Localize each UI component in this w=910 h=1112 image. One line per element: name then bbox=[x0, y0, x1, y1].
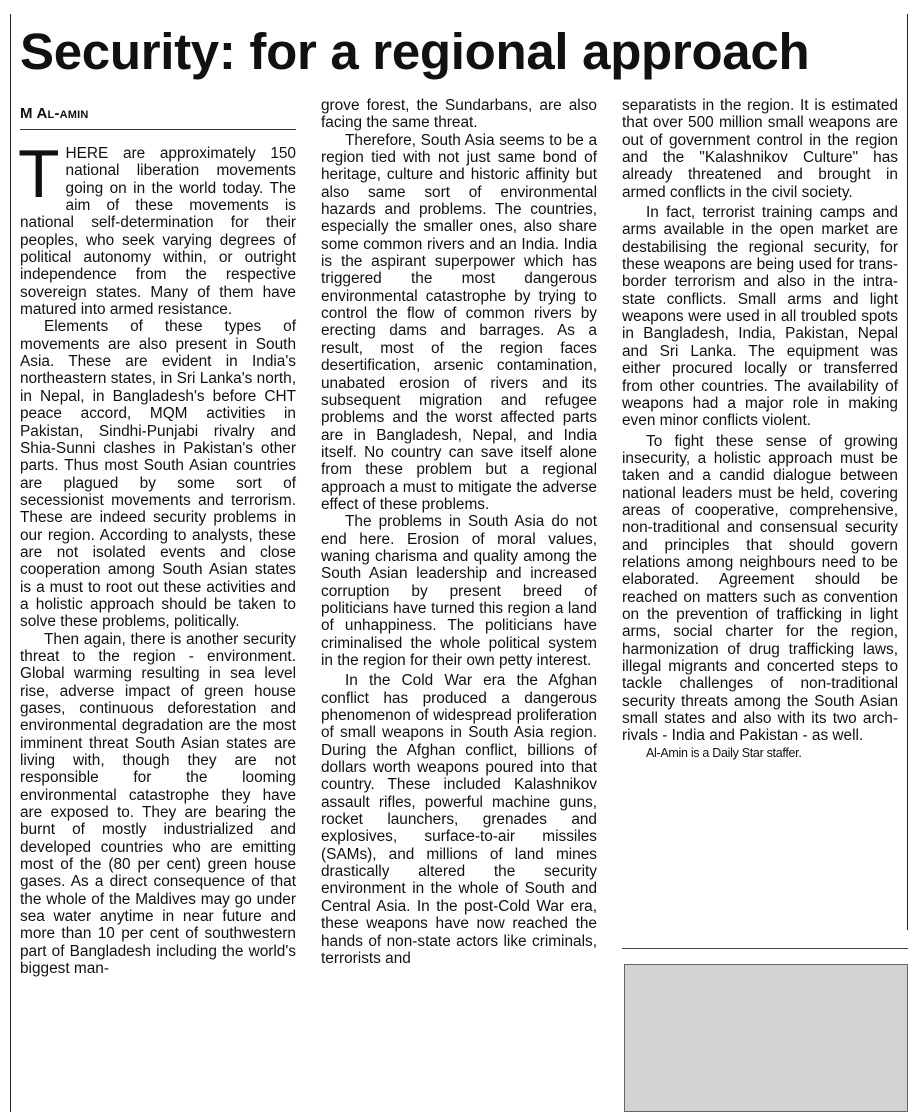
byline: M Al-amin bbox=[20, 105, 89, 122]
paragraph: Therefore, South Asia seems to be a region tied with not just same bond of heritage, culture and historic affinity but also same sort of environmental hazards and problems. The countries, especially the smaller ones, also share some common rivers and an India. India is the aspirant superpower which has triggered the most dangerous environmental catastrophe by trying to control the flow of common rivers by erecting dams and barrages. As a result, most of the region faces desertification, arsenic contamination, unabated erosion of rivers and its subsequent migration and refugee problems and the worst affected parts are in Bangladesh, Nepal, and India itself. No country can save itself alone from these problem but a regional approach a must to mitigate the adverse effect of these problems. bbox=[321, 131, 597, 513]
headline: Security: for a regional approach bbox=[20, 23, 810, 80]
paragraph: Elements of these types of movements are also present in South Asia. These are evident in India's northeastern states, in Sri Lanka's north, in Nepal, in Bangladesh's before CHT peace accord, MQM activities in Pakistan, Sindhi-Punjabi rivalry and Shia-Sunni clashes in Pakistan's other parts. Thus most South Asian countries are plagued by some sort of secessionist movements and terrorism. These are indeed security problems in our region. According to analysts, these are not isolated events and close cooperation among South Asian states is a must to root out these activities and a holistic approach should be taken to solve these problems, politically. bbox=[20, 318, 296, 631]
column-divider-rule bbox=[622, 948, 908, 949]
drop-cap: T bbox=[18, 136, 60, 212]
byline-rule bbox=[20, 129, 296, 130]
author-credit: Al-Amin is a Daily Star staffer. bbox=[646, 745, 802, 760]
paragraph: To fight these sense of growing insecurity, a holistic approach must be taken and a candid dialogue between national leaders must be held, covering areas of cooperative, comprehensive, non-traditional and consensual security and principles that should govern relations among neighbours need to be elaborated. Agreement should be reached on matters such as convention on the prevention of trafficking in light arms, social charter for the region, harmonization of drug trafficking laws, illegal migrants and concerted steps to tackle challenges of non-traditional security threats among the South Asian small states and also with its two arch-rivals - India and Pakistan - as well. bbox=[622, 432, 898, 745]
paragraph-text: HERE are approximately 150 national liberation movements going on in the world today. The aim of these movements is national self-determination for their peoples, who seek varying degrees of political autonomy within, or outright independence from the respective sovereign states. Many of them have matured into armed resistance. bbox=[20, 145, 296, 319]
page-border-right bbox=[907, 14, 908, 930]
column-3 bbox=[622, 97, 898, 761]
page-border-left bbox=[10, 14, 11, 1112]
adjacent-content-box bbox=[624, 964, 908, 1112]
column-2 bbox=[321, 97, 597, 967]
paragraph: separatists in the region. It is estimated that over 500 million small weapons are out of government control in the region and the "Kalashnikov Culture" has already threatened and brought in armed conflicts in the civil society. bbox=[622, 97, 898, 201]
paragraph bbox=[18, 136, 296, 319]
paragraph: In fact, terrorist training camps and arms available in the open market are destabilising the regional security, for these weapons are being used for trans-border terrorism and also in the intra-state conflicts. Small arms and light weapons were used in all troubled spots in Bangladesh, India, Pakistan, Nepal and Sri Lanka. The equipment was either procured locally or transferred from other countries. The availability of weapons had a major role in making even minor conflicts violent. bbox=[622, 204, 898, 430]
paragraph: Then again, there is another security threat to the region - environment. Global warming resulting in sea level rise, adverse impact of green house gases, continuous deforestation and environmental degradation are the most imminent threat South Asian states are living with, though they are not responsible for the looming environmental catastrophe they have are exposed to. They are bearing the burnt of mostly industrialized and developed countries who are emitting most of the (80 per cent) green house gases. As a direct consequence of that the whole of the Maldives may go under sea water anytime in near future and more than 10 per cent of southwestern part of Bangladesh including the world's biggest man- bbox=[20, 630, 296, 978]
paragraph: grove forest, the Sundarbans, are also facing the same threat. bbox=[321, 97, 597, 132]
column-1 bbox=[18, 136, 296, 978]
paragraph: The problems in South Asia do not end here. Erosion of moral values, waning charisma and quality among the South Asian leadership and increased corruption by present breed of politicians have turned this region a land of unhappiness. The politicians have criminalised the whole political system in the region for their own petty interest. bbox=[321, 513, 597, 669]
paragraph: In the Cold War era the Afghan conflict has produced a dangerous phenomenon of widespread proliferation of small weapons in South Asia region. During the Afghan conflict, billions of dollars worth weapons poured into that country. These included Kalashnikov assault rifles, powerful machine guns, rocket launchers, grenades and explosives, surface-to-air missiles (SAMs), and millions of land mines drastically altered the security environment in the whole of South and Central Asia. In the post-Cold War era, these weapons have now reached the hands of non-state actors like criminals, terrorists and bbox=[321, 672, 597, 967]
